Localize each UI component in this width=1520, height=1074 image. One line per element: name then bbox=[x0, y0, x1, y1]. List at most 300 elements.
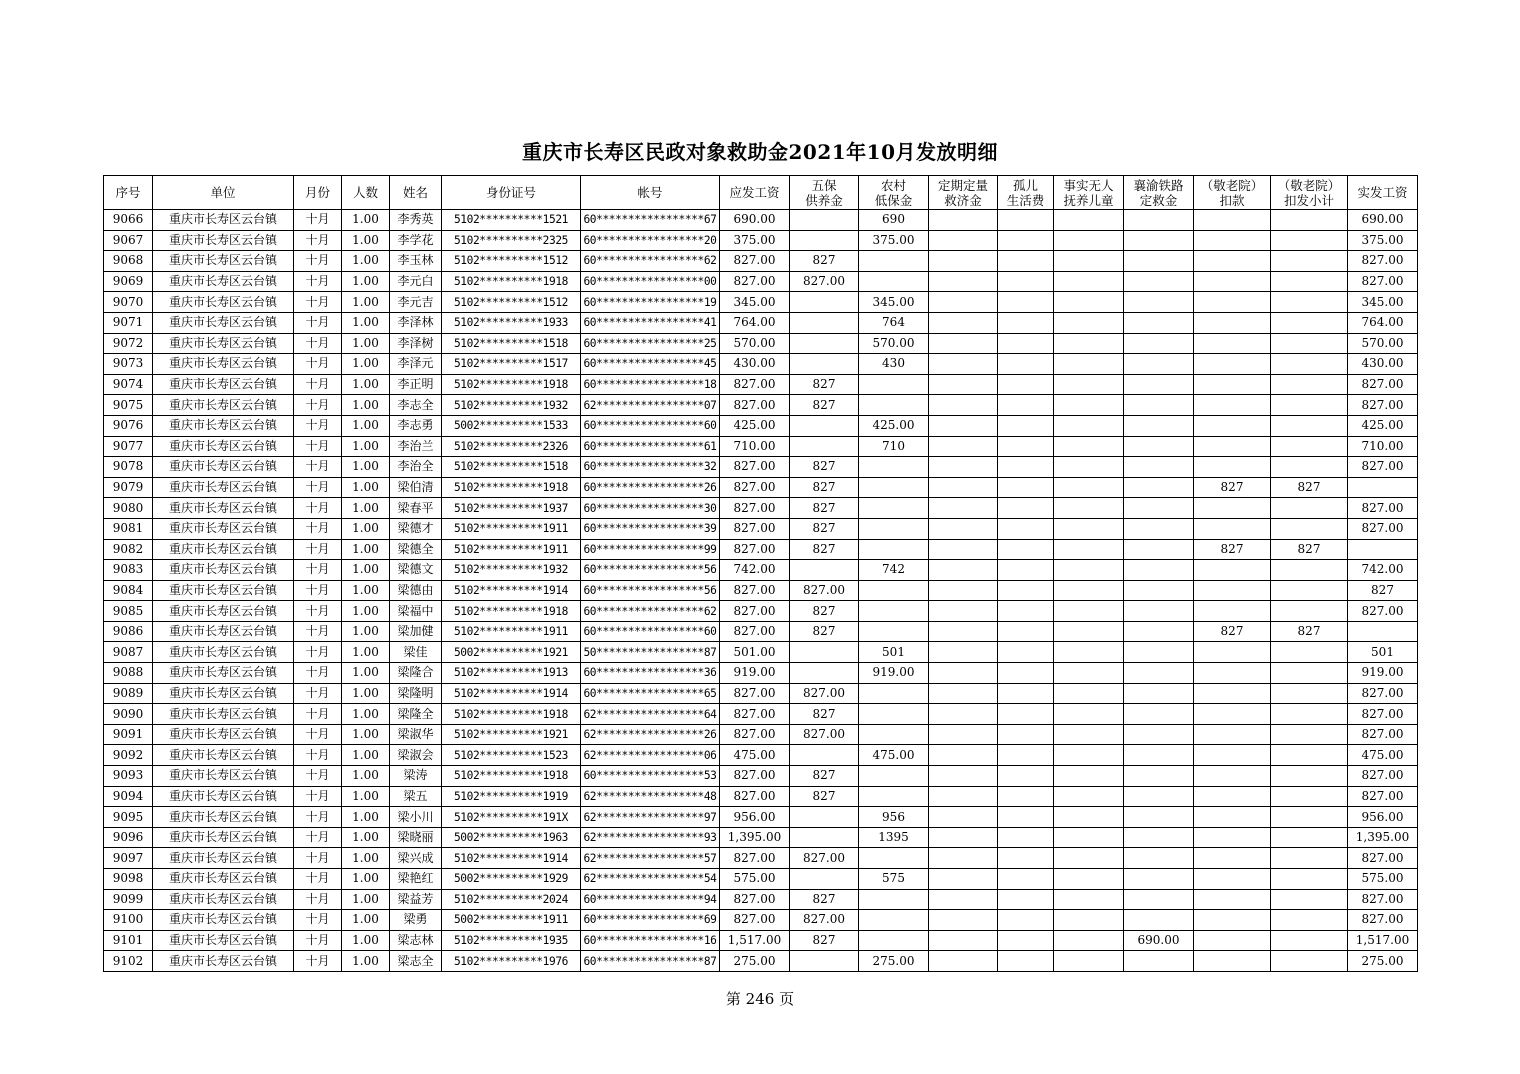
table-cell bbox=[929, 395, 998, 416]
table-cell bbox=[790, 312, 859, 333]
table-row bbox=[104, 807, 1418, 828]
table-cell: 827 bbox=[1271, 621, 1348, 642]
table-cell: 重庆市长寿区云台镇 bbox=[153, 539, 294, 560]
table-cell bbox=[1348, 477, 1418, 498]
table-cell: 5102**********1523 bbox=[442, 745, 581, 766]
table-cell: 1.00 bbox=[342, 910, 390, 931]
table-cell: 827.00 bbox=[790, 724, 859, 745]
table-cell: 375.00 bbox=[720, 230, 790, 251]
table-cell bbox=[1271, 395, 1348, 416]
table-cell: 梁隆全 bbox=[390, 704, 442, 725]
table-cell: 60*****************94 bbox=[581, 889, 720, 910]
table-cell: 827 bbox=[790, 786, 859, 807]
table-cell bbox=[929, 477, 998, 498]
column-header-line1: 孤儿 bbox=[1012, 177, 1038, 193]
table-cell: 重庆市长寿区云台镇 bbox=[153, 827, 294, 848]
column-header bbox=[294, 176, 342, 210]
table-cell bbox=[998, 621, 1054, 642]
table-cell bbox=[998, 745, 1054, 766]
table-cell bbox=[1054, 374, 1124, 395]
table-cell bbox=[1124, 539, 1194, 560]
table-cell: 425.00 bbox=[1348, 415, 1418, 436]
table-cell: 十月 bbox=[294, 704, 342, 725]
table-cell bbox=[929, 251, 998, 272]
table-cell: 5102**********1918 bbox=[442, 271, 581, 292]
table-cell bbox=[998, 251, 1054, 272]
table-cell: 1.00 bbox=[342, 354, 390, 375]
table-row bbox=[104, 354, 1418, 375]
table-cell: 十月 bbox=[294, 580, 342, 601]
table-row bbox=[104, 560, 1418, 581]
table-cell: 十月 bbox=[294, 539, 342, 560]
table-cell: 重庆市长寿区云台镇 bbox=[153, 560, 294, 581]
table-row bbox=[104, 930, 1418, 951]
table-cell bbox=[1194, 827, 1271, 848]
table-row bbox=[104, 210, 1418, 231]
table-cell: 十月 bbox=[294, 518, 342, 539]
table-cell: 430.00 bbox=[1348, 354, 1418, 375]
table-cell: 十月 bbox=[294, 745, 342, 766]
table-cell bbox=[1124, 251, 1194, 272]
table-cell: 827.00 bbox=[720, 848, 790, 869]
table-cell: 重庆市长寿区云台镇 bbox=[153, 415, 294, 436]
table-cell: 李治全 bbox=[390, 457, 442, 478]
table-cell bbox=[929, 745, 998, 766]
column-header-line1: 序号 bbox=[115, 185, 141, 200]
table-cell bbox=[790, 807, 859, 828]
table-cell: 60*****************87 bbox=[581, 951, 720, 972]
table-cell: 60*****************61 bbox=[581, 436, 720, 457]
table-cell: 575.00 bbox=[1348, 869, 1418, 890]
table-cell: 827 bbox=[790, 477, 859, 498]
table-cell bbox=[1124, 827, 1194, 848]
table-cell: 827.00 bbox=[720, 580, 790, 601]
table-cell: 62*****************64 bbox=[581, 704, 720, 725]
table-cell: 1.00 bbox=[342, 498, 390, 519]
table-cell: 827.00 bbox=[790, 580, 859, 601]
table-cell bbox=[1054, 601, 1124, 622]
table-cell: 827.00 bbox=[1348, 271, 1418, 292]
table-cell: 827.00 bbox=[720, 457, 790, 478]
table-cell: 827.00 bbox=[1348, 848, 1418, 869]
table-cell: 62*****************07 bbox=[581, 395, 720, 416]
table-cell: 十月 bbox=[294, 560, 342, 581]
table-cell: 十月 bbox=[294, 724, 342, 745]
table-cell: 345.00 bbox=[1348, 292, 1418, 313]
table-cell bbox=[998, 210, 1054, 231]
table-cell bbox=[1054, 457, 1124, 478]
table-cell bbox=[929, 951, 998, 972]
table-cell: 1.00 bbox=[342, 683, 390, 704]
table-cell: 1.00 bbox=[342, 230, 390, 251]
table-cell: 5102**********1913 bbox=[442, 663, 581, 684]
table-row bbox=[104, 889, 1418, 910]
table-cell: 62*****************06 bbox=[581, 745, 720, 766]
table-cell: 十月 bbox=[294, 848, 342, 869]
table-cell: 9092 bbox=[104, 745, 153, 766]
table-cell bbox=[1194, 951, 1271, 972]
table-cell: 9068 bbox=[104, 251, 153, 272]
table-cell: 742.00 bbox=[1348, 560, 1418, 581]
table-cell bbox=[1194, 518, 1271, 539]
table-cell bbox=[859, 786, 929, 807]
table-cell: 501 bbox=[1348, 642, 1418, 663]
table-cell: 430.00 bbox=[720, 354, 790, 375]
table-cell: 重庆市长寿区云台镇 bbox=[153, 869, 294, 890]
table-row bbox=[104, 704, 1418, 725]
table-cell bbox=[1271, 848, 1348, 869]
table-row bbox=[104, 477, 1418, 498]
table-cell bbox=[859, 518, 929, 539]
table-cell: 1,517.00 bbox=[1348, 930, 1418, 951]
table-cell: 十月 bbox=[294, 889, 342, 910]
table-row bbox=[104, 374, 1418, 395]
table-cell: 1.00 bbox=[342, 539, 390, 560]
table-cell bbox=[929, 518, 998, 539]
table-cell bbox=[1194, 210, 1271, 231]
table-cell bbox=[1054, 766, 1124, 787]
table-cell: 827.00 bbox=[1348, 889, 1418, 910]
table-cell bbox=[1194, 292, 1271, 313]
table-cell bbox=[1054, 683, 1124, 704]
table-cell bbox=[998, 477, 1054, 498]
column-header-line2: 抚养儿童 bbox=[1063, 192, 1114, 208]
table-cell bbox=[1194, 724, 1271, 745]
table-cell bbox=[790, 663, 859, 684]
table-cell: 梁春平 bbox=[390, 498, 442, 519]
table-cell: 1395 bbox=[859, 827, 929, 848]
table-cell: 575 bbox=[859, 869, 929, 890]
table-cell: 1,395.00 bbox=[1348, 827, 1418, 848]
table-cell: 5102**********1932 bbox=[442, 560, 581, 581]
column-header bbox=[998, 176, 1054, 210]
table-cell: 827 bbox=[1271, 477, 1348, 498]
table-cell bbox=[929, 910, 998, 931]
table-cell: 827 bbox=[790, 395, 859, 416]
table-cell: 十月 bbox=[294, 333, 342, 354]
column-header-line1: 人数 bbox=[352, 185, 378, 200]
table-cell: 60*****************30 bbox=[581, 498, 720, 519]
table-cell: 5102**********1911 bbox=[442, 539, 581, 560]
table-cell: 9072 bbox=[104, 333, 153, 354]
table-cell: 梁德全 bbox=[390, 539, 442, 560]
table-cell: 827 bbox=[1348, 580, 1418, 601]
table-cell: 梁小川 bbox=[390, 807, 442, 828]
table-cell bbox=[859, 724, 929, 745]
table-cell: 9087 bbox=[104, 642, 153, 663]
table-cell: 5002**********1921 bbox=[442, 642, 581, 663]
table-cell bbox=[1271, 642, 1348, 663]
table-cell bbox=[1124, 415, 1194, 436]
table-cell bbox=[998, 848, 1054, 869]
table-cell bbox=[1124, 210, 1194, 231]
table-cell bbox=[929, 642, 998, 663]
table-cell bbox=[859, 930, 929, 951]
table-cell bbox=[998, 704, 1054, 725]
table-cell: 9066 bbox=[104, 210, 153, 231]
table-cell: 827.00 bbox=[720, 724, 790, 745]
table-cell: 827.00 bbox=[790, 271, 859, 292]
table-cell: 1.00 bbox=[342, 807, 390, 828]
column-header bbox=[1054, 176, 1124, 210]
table-body bbox=[104, 210, 1418, 972]
table-cell bbox=[1124, 560, 1194, 581]
table-cell: 李志勇 bbox=[390, 415, 442, 436]
table-cell: 9100 bbox=[104, 910, 153, 931]
table-cell: 62*****************48 bbox=[581, 786, 720, 807]
column-header-line1: 农村 bbox=[880, 177, 906, 193]
table-cell: 60*****************18 bbox=[581, 374, 720, 395]
table-cell: 5102**********2024 bbox=[442, 889, 581, 910]
column-header bbox=[790, 176, 859, 210]
table-row bbox=[104, 333, 1418, 354]
table-cell: 710.00 bbox=[720, 436, 790, 457]
table-cell: 5102**********1512 bbox=[442, 292, 581, 313]
column-header bbox=[390, 176, 442, 210]
table-cell: 827.00 bbox=[720, 518, 790, 539]
table-cell: 827.00 bbox=[720, 251, 790, 272]
table-cell: 827.00 bbox=[1348, 601, 1418, 622]
table-cell bbox=[1124, 889, 1194, 910]
table-cell bbox=[859, 848, 929, 869]
table-cell: 827.00 bbox=[720, 477, 790, 498]
table-cell: 5102**********1914 bbox=[442, 683, 581, 704]
table-cell: 919.00 bbox=[720, 663, 790, 684]
table-cell: 275.00 bbox=[1348, 951, 1418, 972]
table-cell: 重庆市长寿区云台镇 bbox=[153, 312, 294, 333]
table-cell: 742.00 bbox=[720, 560, 790, 581]
table-cell bbox=[859, 683, 929, 704]
table-cell: 9067 bbox=[104, 230, 153, 251]
table-cell: 60*****************20 bbox=[581, 230, 720, 251]
relief-payment-table bbox=[103, 175, 1418, 972]
table-cell bbox=[859, 477, 929, 498]
table-cell: 重庆市长寿区云台镇 bbox=[153, 580, 294, 601]
table-cell bbox=[929, 930, 998, 951]
table-cell: 827 bbox=[1194, 621, 1271, 642]
table-cell bbox=[998, 271, 1054, 292]
column-header bbox=[1124, 176, 1194, 210]
table-cell bbox=[1054, 848, 1124, 869]
table-cell bbox=[1054, 910, 1124, 931]
table-cell bbox=[1124, 477, 1194, 498]
table-cell bbox=[859, 910, 929, 931]
table-cell: 5102**********1521 bbox=[442, 210, 581, 231]
table-cell bbox=[998, 457, 1054, 478]
table-cell: 1.00 bbox=[342, 663, 390, 684]
table-cell: 李泽树 bbox=[390, 333, 442, 354]
table-cell: 李学花 bbox=[390, 230, 442, 251]
table-cell: 十月 bbox=[294, 498, 342, 519]
table-cell: 重庆市长寿区云台镇 bbox=[153, 848, 294, 869]
table-cell bbox=[1194, 436, 1271, 457]
table-cell: 梁德才 bbox=[390, 518, 442, 539]
column-header-line2: 定救金 bbox=[1139, 192, 1178, 208]
table-cell: 9070 bbox=[104, 292, 153, 313]
table-cell: 827.00 bbox=[1348, 724, 1418, 745]
table-cell bbox=[1271, 457, 1348, 478]
table-cell bbox=[790, 415, 859, 436]
table-cell bbox=[1124, 333, 1194, 354]
table-cell: 梁晓丽 bbox=[390, 827, 442, 848]
table-cell bbox=[1271, 704, 1348, 725]
table-cell: 956.00 bbox=[1348, 807, 1418, 828]
table-cell bbox=[1124, 869, 1194, 890]
table-cell: 十月 bbox=[294, 251, 342, 272]
table-cell: 827.00 bbox=[790, 683, 859, 704]
table-cell: 690.00 bbox=[720, 210, 790, 231]
table-cell: 827 bbox=[790, 539, 859, 560]
table-cell: 9095 bbox=[104, 807, 153, 828]
table-cell bbox=[998, 333, 1054, 354]
column-header-line1: 身份证号 bbox=[485, 185, 536, 200]
table-cell: 345.00 bbox=[859, 292, 929, 313]
table-cell bbox=[1054, 807, 1124, 828]
column-header-line1: （敬老院） bbox=[1277, 177, 1341, 193]
table-cell: 60*****************25 bbox=[581, 333, 720, 354]
column-header-line2: 救济金 bbox=[944, 192, 982, 208]
table-cell bbox=[1054, 663, 1124, 684]
table-cell bbox=[859, 704, 929, 725]
table-cell: 十月 bbox=[294, 910, 342, 931]
table-cell bbox=[1124, 395, 1194, 416]
table-cell bbox=[1124, 230, 1194, 251]
table-cell: 梁益芳 bbox=[390, 889, 442, 910]
table-cell: 1.00 bbox=[342, 436, 390, 457]
table-cell: 827.00 bbox=[1348, 498, 1418, 519]
table-cell: 575.00 bbox=[720, 869, 790, 890]
column-header bbox=[929, 176, 998, 210]
table-cell bbox=[859, 251, 929, 272]
table-cell bbox=[1194, 374, 1271, 395]
table-cell bbox=[1054, 560, 1124, 581]
table-cell: 501 bbox=[859, 642, 929, 663]
table-cell: 重庆市长寿区云台镇 bbox=[153, 354, 294, 375]
table-cell bbox=[1194, 786, 1271, 807]
table-row bbox=[104, 683, 1418, 704]
table-cell: 1.00 bbox=[342, 415, 390, 436]
table-cell bbox=[859, 374, 929, 395]
table-cell: 275.00 bbox=[859, 951, 929, 972]
table-cell: 9078 bbox=[104, 457, 153, 478]
table-cell: 梁涛 bbox=[390, 766, 442, 787]
table-cell: 60*****************99 bbox=[581, 539, 720, 560]
table-cell: 5102**********1976 bbox=[442, 951, 581, 972]
table-cell: 十月 bbox=[294, 601, 342, 622]
table-cell: 梁艳红 bbox=[390, 869, 442, 890]
table-cell bbox=[1194, 807, 1271, 828]
table-cell: 十月 bbox=[294, 436, 342, 457]
table-cell bbox=[929, 436, 998, 457]
table-cell bbox=[790, 827, 859, 848]
table-header bbox=[104, 176, 1418, 210]
table-cell bbox=[1194, 457, 1271, 478]
table-cell: 827.00 bbox=[720, 539, 790, 560]
table-cell: 1.00 bbox=[342, 457, 390, 478]
table-cell bbox=[790, 333, 859, 354]
table-cell bbox=[1271, 271, 1348, 292]
table-cell bbox=[929, 539, 998, 560]
table-cell bbox=[929, 786, 998, 807]
table-cell: 1.00 bbox=[342, 889, 390, 910]
table-cell: 重庆市长寿区云台镇 bbox=[153, 704, 294, 725]
table-cell: 十月 bbox=[294, 683, 342, 704]
table-cell bbox=[998, 807, 1054, 828]
table-cell: 重庆市长寿区云台镇 bbox=[153, 518, 294, 539]
table-cell bbox=[790, 642, 859, 663]
table-cell: 9083 bbox=[104, 560, 153, 581]
table-cell bbox=[1054, 580, 1124, 601]
table-cell: 827.00 bbox=[720, 601, 790, 622]
table-cell: 重庆市长寿区云台镇 bbox=[153, 621, 294, 642]
table-cell bbox=[929, 354, 998, 375]
table-cell: 827 bbox=[1194, 539, 1271, 560]
table-cell: 十月 bbox=[294, 292, 342, 313]
table-cell: 重庆市长寿区云台镇 bbox=[153, 210, 294, 231]
table-cell bbox=[1054, 210, 1124, 231]
table-cell: 1.00 bbox=[342, 848, 390, 869]
table-cell bbox=[998, 395, 1054, 416]
table-row bbox=[104, 601, 1418, 622]
table-cell bbox=[929, 889, 998, 910]
table-row bbox=[104, 518, 1418, 539]
table-cell bbox=[998, 292, 1054, 313]
table-cell: 1.00 bbox=[342, 601, 390, 622]
column-header-line1: 定期定量 bbox=[937, 177, 988, 193]
table-cell bbox=[1124, 498, 1194, 519]
table-cell bbox=[929, 374, 998, 395]
table-cell bbox=[998, 889, 1054, 910]
table-cell: 60*****************36 bbox=[581, 663, 720, 684]
table-cell bbox=[1124, 704, 1194, 725]
table-cell: 5102**********1919 bbox=[442, 786, 581, 807]
table-cell: 60*****************65 bbox=[581, 683, 720, 704]
table-row bbox=[104, 827, 1418, 848]
table-cell bbox=[859, 601, 929, 622]
table-cell: 5102**********1911 bbox=[442, 621, 581, 642]
table-cell: 475.00 bbox=[859, 745, 929, 766]
table-cell: 重庆市长寿区云台镇 bbox=[153, 292, 294, 313]
table-row bbox=[104, 580, 1418, 601]
column-header-line2: 供养金 bbox=[805, 192, 843, 208]
column-header-line1: 襄渝铁路 bbox=[1133, 177, 1184, 193]
table-cell: 919.00 bbox=[1348, 663, 1418, 684]
table-cell bbox=[998, 601, 1054, 622]
table-cell: 827.00 bbox=[790, 910, 859, 931]
table-cell: 1.00 bbox=[342, 724, 390, 745]
table-cell bbox=[1124, 436, 1194, 457]
table-cell bbox=[929, 580, 998, 601]
table-cell bbox=[1054, 354, 1124, 375]
table-cell: 1.00 bbox=[342, 518, 390, 539]
table-cell bbox=[1194, 766, 1271, 787]
table-cell bbox=[998, 766, 1054, 787]
table-cell bbox=[790, 354, 859, 375]
table-cell bbox=[1054, 704, 1124, 725]
column-header-line1: 实发工资 bbox=[1357, 185, 1408, 200]
table-cell: 李正明 bbox=[390, 374, 442, 395]
table-cell: 9086 bbox=[104, 621, 153, 642]
table-cell bbox=[1194, 745, 1271, 766]
table-cell bbox=[1054, 230, 1124, 251]
table-cell: 重庆市长寿区云台镇 bbox=[153, 724, 294, 745]
table-cell: 60*****************26 bbox=[581, 477, 720, 498]
table-cell bbox=[1124, 724, 1194, 745]
table-cell: 501.00 bbox=[720, 642, 790, 663]
table-cell: 十月 bbox=[294, 395, 342, 416]
table-cell: 764.00 bbox=[720, 312, 790, 333]
table-cell: 9081 bbox=[104, 518, 153, 539]
